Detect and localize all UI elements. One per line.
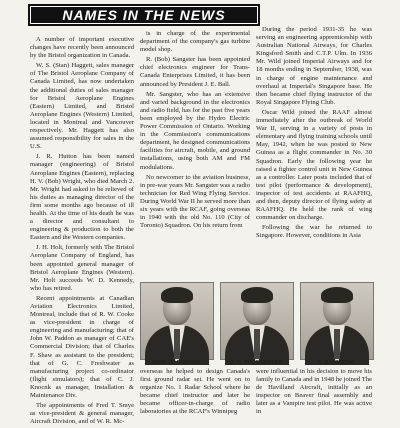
article-column-2-continued: [140, 368, 250, 416]
photo-caption: JOHN W. PADDON: [152, 360, 200, 366]
paragraph: R. (Bob) Sangster has been appointed chief electronics engineer for Trans-Canada Enterprises Limited, it has been announced by President J. E. Ball.: [140, 56, 250, 88]
portrait-photo: [220, 282, 294, 360]
paragraph: Following the war he returned to Singapore. However, conditions in Asia: [256, 224, 372, 240]
portrait-photo: [300, 282, 374, 360]
paragraph: is in charge of the experimental department of the company's gas turbine model shop.: [140, 30, 250, 54]
paragraph: No newcomer to the aviation business, in pre-war years Mr. Sangster was a radio technician for Red Wing Flying Service. During World War II he served more than six years with the RCAF, going overseas in 1940 with the old No. 110 (City of Toronto) Squadron. On his return from: [140, 173, 250, 230]
paragraph: A number of important executive changes have recently been announced by the Bristol organization in Canada.: [30, 36, 134, 60]
paragraph: were influential in his decision to move his family to Canada and in 1948 he joined The de Havilland Aircraft, initially as an inspector on Beaver final assembly and later as a Vampire test pilot. He was active in: [256, 368, 372, 416]
paragraph: J. R. Hutton has been named manager (engineering) of Bristol Aeroplane Engines (Eastern), replacing H. V. (Bob) Wright, who died March 2. Mr. Wright had asked to be relieved of his duties as managing director of the firm some months ago because of ill health. At the time of his death he was a director and consultant to engineering & production to both the Eastern and the Western companies.: [30, 153, 134, 242]
section-banner: [28, 4, 260, 26]
paragraph: During the period 1931-35 he was serving an engineering apprenticeship with Australian National Airways, for Charles Kingsford Smith and C.T.P. Ulm. In 1936 Mr. Wild joined Imperial Airways and for 18 months ending in September, 1938, was in charge of engine maintenance and overhaul at Imperial's Singapore base. He then became chief flying instructor of the Royal Singapore Flying Club.: [256, 26, 372, 106]
article-column-1: [30, 36, 134, 428]
article-column-3: [256, 26, 372, 242]
photo-caption: G. C. FRESHWATER: [229, 360, 283, 366]
paragraph: Mr. Sangster, who has an extensive and varied background in the electronics and radio field, has for the past five years been employed by the Hydro Electric Power Commission of Ontario. Working in the Commission's communications department, he designed communications facilities for aircraft, mobile, and ground installations, using both AM and FM modulations.: [140, 90, 250, 171]
portrait-row: [140, 282, 372, 368]
photo-caption: C. J. KONCHE: [317, 360, 355, 366]
paragraph: overseas he helped to design Canada's first ground radar set. He went on to organize No. 1 Radar School where he became chief instructor and later he became officer-in-charge of radio laboratories at the RCAF's Winnipeg: [140, 368, 250, 416]
paragraph: Oscar Wild joined the RAAF almost immediately after the outbreak of World War II, serving in a variety of posts in elementary and flying training schools until May, 1942, when he was posted to New Guinea as a flight commander in No. 30 Squadron. Early the following year he raised a fighter control unit in New Guinea as a controller. Later posts included that of test pilot (performance & development), inspector of test accidents at RAAFHQ, and then, deputy director of flying safety at RAAFHQ. He held the rank of wing commander on discharge.: [256, 108, 372, 222]
article-column-3-continued: [256, 368, 372, 416]
paragraph: W. S. (Stan) Haggett, sales manager of The Bristol Aeroplane Company of Canada Limited, has now undertaken the additional duties of sales manager for Bristol Aeroplane Engines (Eastern) Limited, and Bristol Aeroplane Engines (Western) Limited, located in Montreal and Vancouver respectively. Mr. Haggett has also assumed responsibility for sales in the U.S.: [30, 62, 134, 151]
paragraph: The appointments of Fred T. Smye as vice-president & general manager, Aircraft Division, and of W. R. Mc-: [30, 402, 134, 426]
banner-title: NAMES IN THE NEWS: [62, 7, 226, 23]
article-column-2: [140, 30, 250, 232]
paragraph: Recent appointments at Canadian Aviation Electronics Limited, Montreal, include that of R. W. Cooke as vice-president in charge of engineering and manufacturing; that of John W. Paddon as manager of CAE's Commercial Division; that of Charles F. Shaw as assistant to the president; that of G. C. Freshwater as manufacturing project co-ordinator (flight simulators); that of C. J. Knocnk as manager, Installation & Maintenance Div.: [30, 294, 134, 400]
paragraph: J. H. Holt, formerly with The Bristol Aeroplane Company of England, has been appointed general manager of Bristol Aeroplane Engines (Western). Mr. Holt succeeds W. D. Kennedy, who has retired.: [30, 244, 134, 292]
portrait-photo: [140, 282, 214, 360]
